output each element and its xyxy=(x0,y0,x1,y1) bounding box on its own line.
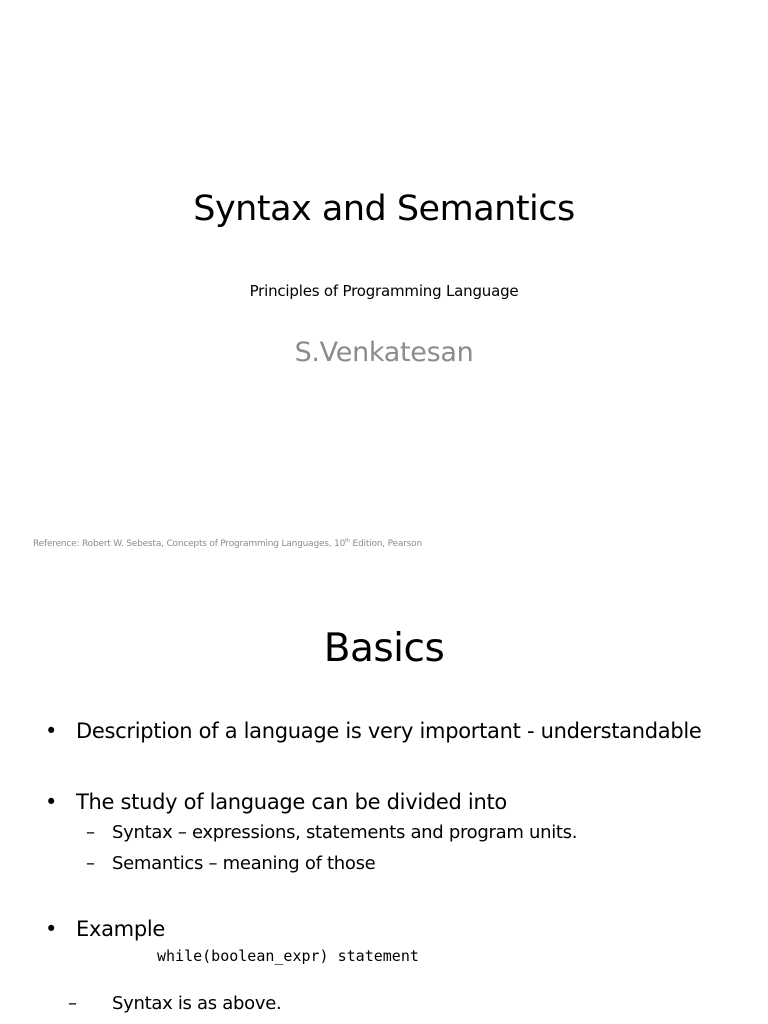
bullet-text: Description of a language is very important - understandable xyxy=(76,719,702,743)
bullet-text: The study of language can be divided into xyxy=(76,790,507,814)
dash-icon: – xyxy=(86,853,95,874)
reference-text: Reference: Robert W. Sebesta, Concepts of Programming Languages, 10 xyxy=(33,539,346,549)
bullet-icon: • xyxy=(45,790,58,814)
bullet-text: Example xyxy=(76,917,166,941)
code-example: while(boolean_expr) statement xyxy=(157,947,419,965)
slide-title: Basics xyxy=(323,626,445,671)
slide-title: Syntax and Semantics xyxy=(193,189,575,229)
bullet-icon: • xyxy=(45,917,58,941)
sub-item-text: Semantics – meaning of those xyxy=(112,853,376,874)
bullet-item xyxy=(45,915,166,943)
reference-superscript: th xyxy=(345,538,350,544)
reference-text-end: Edition, Pearson xyxy=(349,539,422,549)
sub-item xyxy=(68,992,282,1016)
bullet-icon: • xyxy=(45,719,58,743)
bullet-item xyxy=(45,717,702,745)
slide-subtitle: Principles of Programming Language xyxy=(249,282,519,300)
reference-note xyxy=(33,535,422,550)
author-name: S.Venkatesan xyxy=(294,337,474,368)
sub-item xyxy=(86,821,578,845)
sub-item xyxy=(86,852,376,876)
sub-item-text: Syntax – expressions, statements and program units. xyxy=(112,822,578,843)
dash-icon: – xyxy=(68,993,77,1014)
dash-icon: – xyxy=(86,822,95,843)
sub-item-text: Syntax is as above. xyxy=(112,993,282,1014)
basics-slide xyxy=(0,576,768,1024)
bullet-item xyxy=(45,788,507,816)
